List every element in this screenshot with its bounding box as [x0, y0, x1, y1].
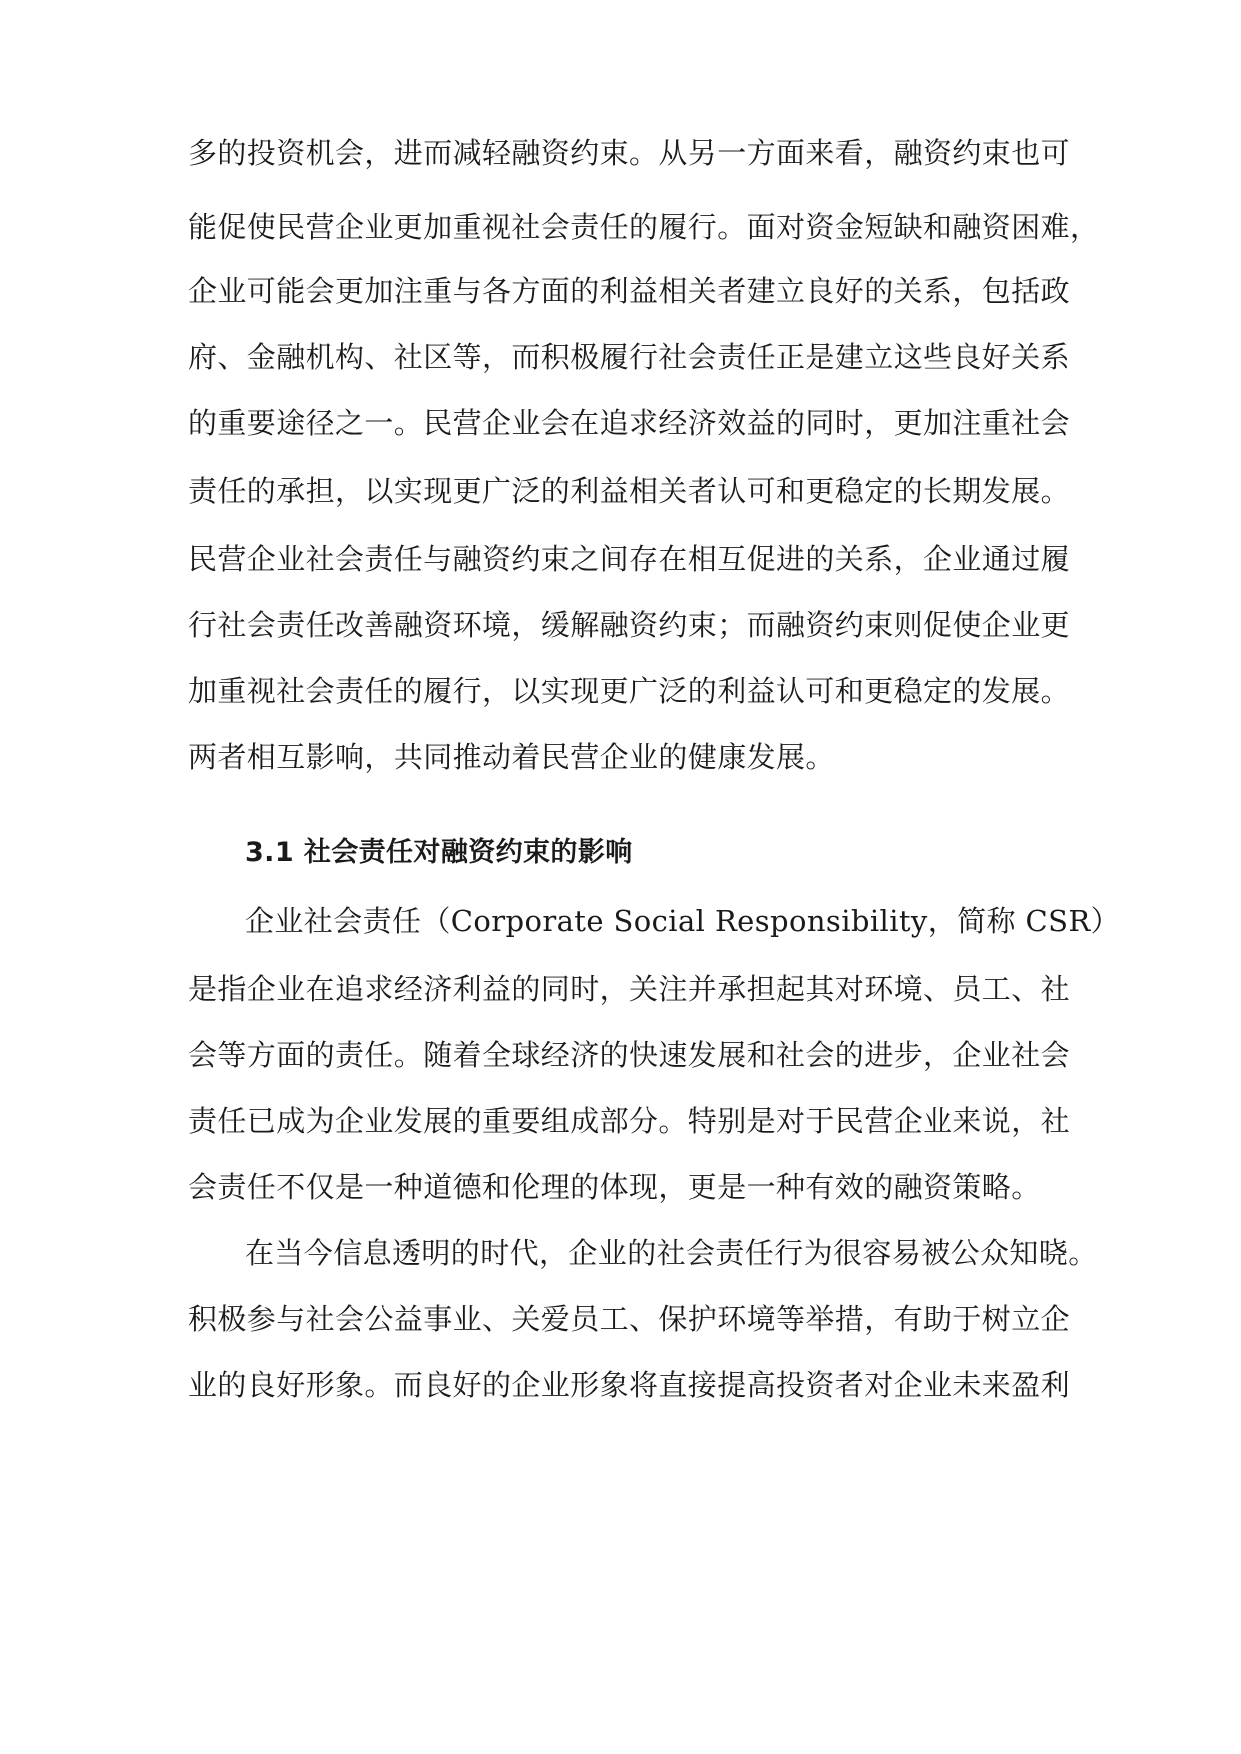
- paragraph-1-line-2: 能促使民营企业更加重视社会责任的履行。面对资金短缺和融资困难，: [188, 210, 1100, 244]
- paragraph-2-line-4: 责任已成为企业发展的重要组成部分。特别是对于民营企业来说，社: [188, 1104, 1071, 1138]
- paragraph-1-line-4: 府、金融机构、社区等，而积极履行社会责任正是建立这些良好关系: [188, 340, 1071, 374]
- paragraph-1-line-5: 的重要途径之一。民营企业会在追求经济效益的同时，更加注重社会: [188, 406, 1071, 440]
- paragraph-1-line-1: 多的投资机会，进而减轻融资约束。从另一方面来看，融资约束也可: [188, 136, 1071, 170]
- paragraph-2-line-5: 会责任不仅是一种道德和伦理的体现，更是一种有效的融资策略。: [188, 1170, 1041, 1204]
- paragraph-1-line-6: 责任的承担，以实现更广泛的利益相关者认可和更稳定的长期发展。: [188, 474, 1071, 508]
- paragraph-1-line-8: 行社会责任改善融资环境，缓解融资约束；而融资约束则促使企业更: [188, 608, 1071, 642]
- paragraph-3-line-1: 在当今信息透明的时代，企业的社会责任行为很容易被公众知晓。: [245, 1236, 1098, 1270]
- paragraph-1-line-10: 两者相互影响，共同推动着民营企业的健康发展。: [188, 740, 835, 774]
- paragraph-3-line-2: 积极参与社会公益事业、关爱员工、保护环境等举措，有助于树立企: [188, 1302, 1071, 1336]
- paragraph-2-line-2: 是指企业在追求经济利益的同时，关注并承担起其对环境、员工、社: [188, 972, 1071, 1006]
- paragraph-1-line-7: 民营企业社会责任与融资约束之间存在相互促进的关系，企业通过履: [188, 542, 1071, 576]
- paragraph-1-line-9: 加重视社会责任的履行，以实现更广泛的利益认可和更稳定的发展。: [188, 674, 1071, 708]
- paragraph-2-line-3: 会等方面的责任。随着全球经济的快速发展和社会的进步，企业社会: [188, 1038, 1071, 1072]
- section-heading: 3.1 社会责任对融资约束的影响: [245, 837, 633, 868]
- paragraph-1-line-3: 企业可能会更加注重与各方面的利益相关者建立良好的关系，包括政: [188, 274, 1071, 308]
- paragraph-3-line-3: 业的良好形象。而良好的企业形象将直接提高投资者对企业未来盈利: [188, 1368, 1071, 1402]
- paragraph-2-line-1: 企业社会责任（Corporate Social Responsibility，简称 CSR）: [245, 904, 1121, 938]
